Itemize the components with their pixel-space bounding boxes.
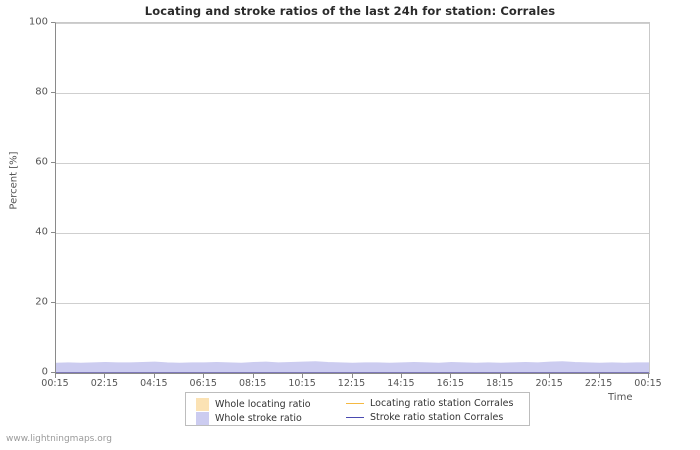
- x-tick-mark: [401, 374, 402, 378]
- x-tick-label: 10:15: [288, 378, 316, 389]
- x-tick-mark: [352, 374, 353, 378]
- area-series: [56, 362, 649, 373]
- legend-label: Stroke ratio station Corrales: [370, 412, 504, 423]
- x-tick-label: 22:15: [584, 378, 613, 389]
- x-tick-mark: [450, 374, 451, 378]
- x-tick-mark: [302, 374, 303, 378]
- x-tick-mark: [648, 374, 649, 378]
- chart-legend: [185, 392, 530, 426]
- y-tick-label: 0: [41, 366, 48, 378]
- x-tick-mark: [549, 374, 550, 378]
- x-tick-label: 04:15: [140, 378, 168, 389]
- y-tick-label: 100: [28, 16, 48, 28]
- x-tick-label: 00:15: [634, 378, 662, 389]
- legend-line-swatch: [346, 403, 364, 404]
- series-plot: [56, 23, 649, 373]
- x-tick-label: 18:15: [486, 378, 514, 389]
- y-tick-label: 80: [35, 86, 48, 98]
- x-tick-label: 12:15: [337, 378, 366, 389]
- chart-title: Locating and stroke ratios of the last 24h for station: Corrales: [144, 4, 556, 18]
- legend-label: Whole stroke ratio: [215, 413, 302, 424]
- y-tick-label: 40: [35, 226, 48, 238]
- legend-label: Whole locating ratio: [215, 399, 311, 410]
- legend-item: [346, 412, 503, 423]
- watermark: www.lightningmaps.org: [6, 434, 112, 444]
- x-tick-label: 00:15: [41, 378, 69, 389]
- y-tick-label: 60: [35, 156, 48, 168]
- x-tick-mark: [154, 374, 155, 378]
- x-tick-label: 02:15: [90, 378, 119, 389]
- y-tick-label: 20: [35, 296, 48, 308]
- legend-item: [196, 398, 311, 411]
- x-tick-mark: [203, 374, 204, 378]
- x-tick-mark: [55, 374, 56, 378]
- x-tick-label: 14:15: [387, 378, 415, 389]
- x-tick-label: 08:15: [238, 378, 267, 389]
- y-axis-title: Percent [%]: [8, 151, 20, 210]
- legend-item: [346, 398, 513, 409]
- x-tick-label: 06:15: [189, 378, 217, 389]
- x-tick-mark: [500, 374, 501, 378]
- x-tick-label: 20:15: [535, 378, 563, 389]
- x-tick-label: 16:15: [436, 378, 465, 389]
- legend-color-swatch: [196, 412, 209, 425]
- legend-label: Locating ratio station Corrales: [370, 398, 514, 409]
- x-tick-mark: [253, 374, 254, 378]
- plot-area: [55, 22, 650, 374]
- x-tick-mark: [599, 374, 600, 378]
- legend-color-swatch: [196, 398, 209, 411]
- legend-item: [196, 412, 302, 425]
- legend-line-swatch: [346, 417, 364, 418]
- x-axis-title: Time: [608, 392, 633, 403]
- x-tick-mark: [104, 374, 105, 378]
